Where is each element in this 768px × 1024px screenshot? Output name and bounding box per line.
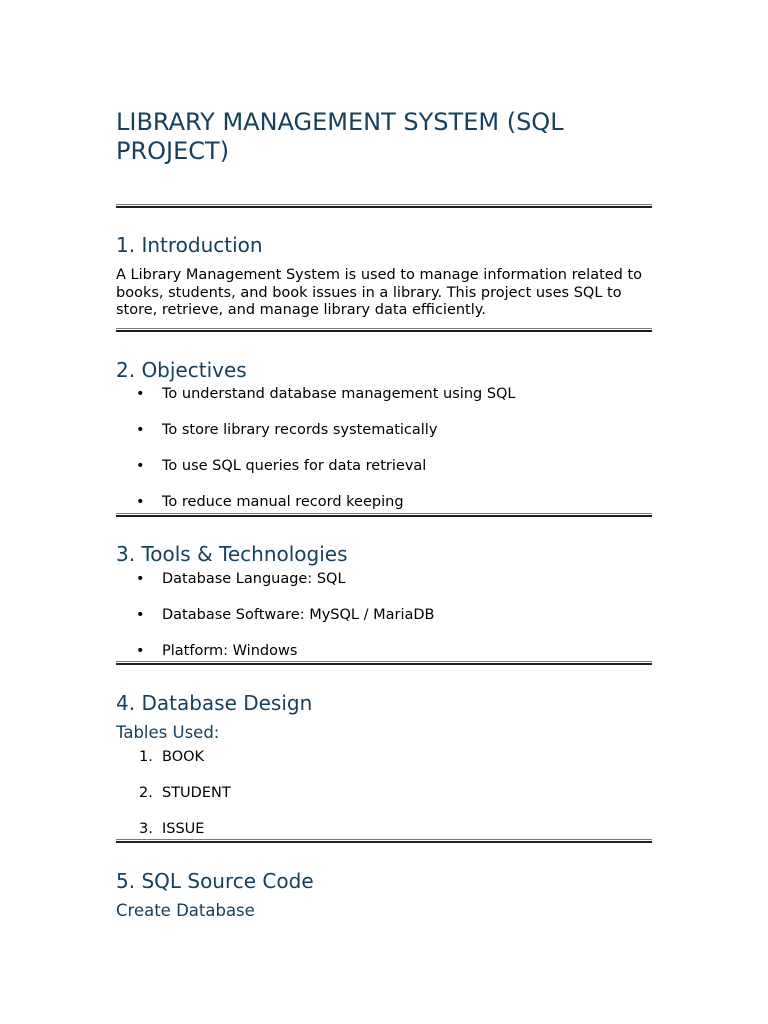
section-heading-objectives: 2. Objectives (116, 358, 247, 382)
bullet-icon: • (136, 607, 145, 623)
bullet-icon: • (136, 422, 145, 438)
section-heading-sql-source-code: 5. SQL Source Code (116, 869, 314, 893)
bullet-icon: • (136, 386, 145, 402)
section-heading-tools: 3. Tools & Technologies (116, 542, 348, 566)
list-item (116, 749, 652, 785)
bullet-icon: • (136, 458, 145, 474)
introduction-paragraph: A Library Management System is used to manage information related to books, students, and book issues in a library. This project uses SQL to store, retrieve, and manage library data efficiently. (116, 267, 643, 318)
list-item-text: BOOK (162, 749, 205, 765)
subheading-tables-used: Tables Used: (116, 723, 220, 742)
list-item (116, 458, 652, 494)
section-heading-database-design: 4. Database Design (116, 691, 313, 715)
list-item-text: To use SQL queries for data retrieval (162, 458, 427, 474)
list-item (116, 386, 652, 422)
section-divider (116, 204, 652, 208)
section-divider (116, 513, 652, 517)
list-item-text: STUDENT (162, 785, 231, 801)
list-number: 2. (139, 785, 153, 801)
list-number: 3. (139, 821, 153, 837)
list-item (116, 571, 652, 607)
list-item (116, 785, 652, 821)
bullet-icon: • (136, 494, 145, 510)
list-item-text: Database Language: SQL (162, 571, 346, 587)
list-item-text: Platform: Windows (162, 643, 298, 659)
objectives-list (116, 386, 652, 530)
list-item-text: ISSUE (162, 821, 205, 837)
list-item-text: To reduce manual record keeping (162, 494, 404, 510)
list-item-text: Database Software: MySQL / MariaDB (162, 607, 435, 623)
bullet-icon: • (136, 643, 145, 659)
list-item (116, 494, 652, 530)
document-title: LIBRARY MANAGEMENT SYSTEM (SQL PROJECT) (116, 108, 564, 165)
section-divider (116, 661, 652, 665)
list-number: 1. (139, 749, 153, 765)
list-item-text: To understand database management using SQL (162, 386, 516, 402)
bullet-icon: • (136, 571, 145, 587)
section-divider (116, 839, 652, 843)
section-heading-introduction: 1. Introduction (116, 233, 263, 257)
section-divider (116, 328, 652, 332)
subheading-create-database: Create Database (116, 901, 255, 920)
list-item (116, 607, 652, 643)
list-item (116, 422, 652, 458)
list-item-text: To store library records systematically (162, 422, 438, 438)
